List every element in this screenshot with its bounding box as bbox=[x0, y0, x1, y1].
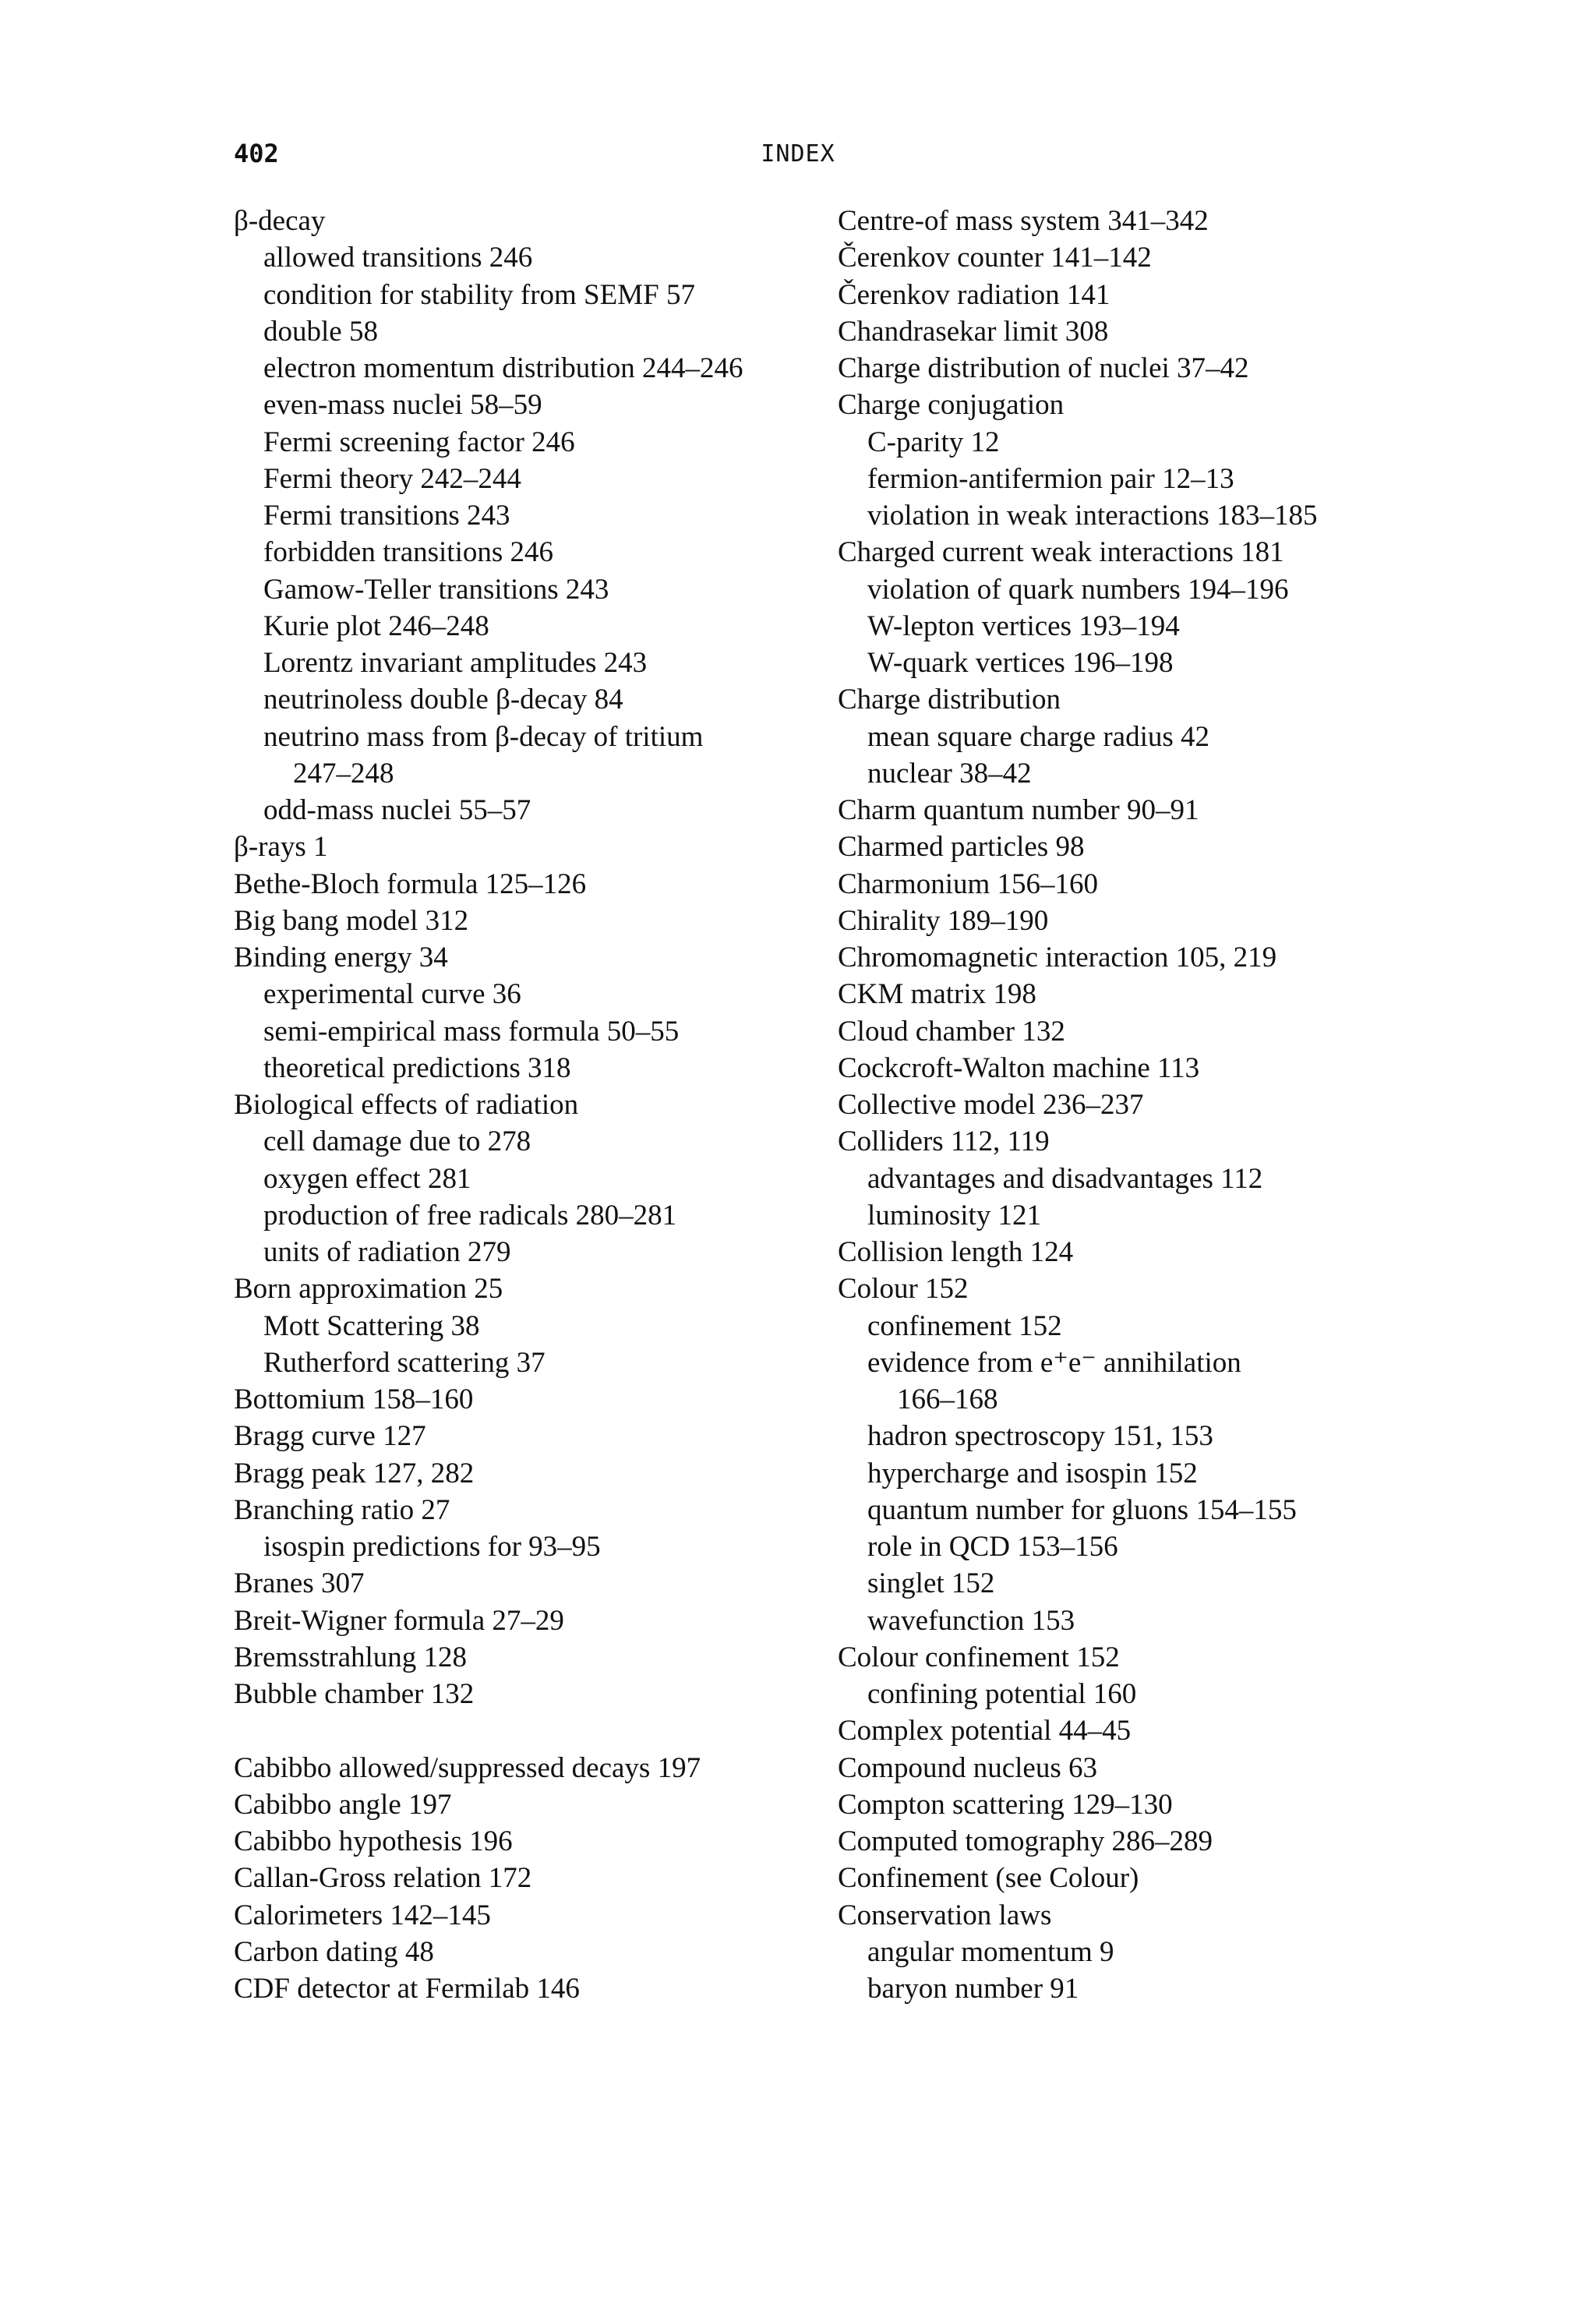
index-entry: β-rays 1 bbox=[234, 831, 328, 864]
index-subentry: evidence from e⁺e⁻ annihilation bbox=[867, 1346, 1241, 1379]
index-subentry: confining potential 160 bbox=[867, 1678, 1137, 1710]
index-subentry: odd-mass nuclei 55–57 bbox=[263, 794, 531, 826]
index-subentry: luminosity 121 bbox=[867, 1199, 1042, 1231]
index-entry: Bragg curve 127 bbox=[234, 1420, 426, 1453]
index-subentry: units of radiation 279 bbox=[263, 1236, 511, 1268]
index-entry: Big bang model 312 bbox=[234, 904, 469, 937]
index-entry: Carbon dating 48 bbox=[234, 1935, 434, 1968]
index-entry: Charmonium 156–160 bbox=[838, 867, 1099, 900]
index-subentry: semi-empirical mass formula 50–55 bbox=[263, 1015, 680, 1048]
index-subentry: hadron spectroscopy 151, 153 bbox=[867, 1420, 1213, 1453]
index-subentry: violation of quark numbers 194–196 bbox=[867, 573, 1289, 606]
index-entry: Bethe-Bloch formula 125–126 bbox=[234, 867, 587, 900]
index-entry: CDF detector at Fermilab 146 bbox=[234, 1973, 580, 2005]
index-subentry: Gamow-Teller transitions 243 bbox=[263, 573, 609, 606]
index-entry: Colour 152 bbox=[838, 1273, 969, 1306]
index-subentry: Lorentz invariant amplitudes 243 bbox=[263, 647, 648, 679]
index-subentry: nuclear 38–42 bbox=[867, 757, 1032, 790]
index-entry: Computed tomography 286–289 bbox=[838, 1825, 1213, 1857]
index-subentry: confinement 152 bbox=[867, 1309, 1062, 1342]
index-entry: Colour confinement 152 bbox=[838, 1641, 1120, 1673]
index-entry: Cloud chamber 132 bbox=[838, 1015, 1065, 1048]
index-entry: Bragg peak 127, 282 bbox=[234, 1457, 475, 1489]
index-column-right bbox=[838, 203, 1383, 2007]
index-entry: Branes 307 bbox=[234, 1567, 365, 1600]
index-subentry: forbidden transitions 246 bbox=[263, 536, 554, 569]
index-subentry: violation in weak interactions 183–185 bbox=[867, 500, 1318, 532]
index-entry: Callan-Gross relation 172 bbox=[234, 1862, 532, 1895]
index-subentry: quantum number for gluons 154–155 bbox=[867, 1493, 1297, 1526]
index-entry: Chandrasekar limit 308 bbox=[838, 315, 1109, 348]
running-head: INDEX bbox=[761, 140, 835, 168]
index-entry: Collective model 236–237 bbox=[838, 1089, 1144, 1121]
index-entry: Branching ratio 27 bbox=[234, 1493, 450, 1526]
index-column-left bbox=[234, 203, 810, 2007]
index-subentry: advantages and disadvantages 112 bbox=[867, 1162, 1263, 1195]
index-subentry: Rutherford scattering 37 bbox=[263, 1346, 546, 1379]
index-subentry: fermion-antifermion pair 12–13 bbox=[867, 462, 1234, 495]
index-subentry: condition for stability from SEMF 57 bbox=[263, 278, 695, 311]
index-subentry: isospin predictions for 93–95 bbox=[263, 1531, 601, 1563]
index-entry: Collision length 124 bbox=[838, 1236, 1074, 1268]
index-entry: Čerenkov counter 141–142 bbox=[838, 242, 1152, 274]
index-subentry: C-parity 12 bbox=[867, 426, 1000, 458]
index-entry: Compound nucleus 63 bbox=[838, 1751, 1097, 1784]
index-subentry: oxygen effect 281 bbox=[263, 1162, 471, 1195]
index-entry: Compton scattering 129–130 bbox=[838, 1788, 1173, 1821]
index-entry: Chirality 189–190 bbox=[838, 904, 1049, 937]
index-subentry: Kurie plot 246–248 bbox=[263, 610, 489, 642]
index-entry: Complex potential 44–45 bbox=[838, 1715, 1132, 1747]
index-entry: Biological effects of radiation bbox=[234, 1089, 579, 1121]
index-entry: Charge distribution of nuclei 37–42 bbox=[838, 352, 1249, 384]
index-entry: Chromomagnetic interaction 105, 219 bbox=[838, 942, 1277, 973]
index-entry: Breit-Wigner formula 27–29 bbox=[234, 1604, 564, 1637]
index-subentry: angular momentum 9 bbox=[867, 1935, 1114, 1968]
index-subentry: even-mass nuclei 58–59 bbox=[263, 389, 542, 422]
index-entry: Bottomium 158–160 bbox=[234, 1383, 474, 1415]
index-entry: Cabibbo hypothesis 196 bbox=[234, 1825, 513, 1857]
index-entry: CKM matrix 198 bbox=[838, 978, 1036, 1011]
index-subentry: electron momentum distribution 244–246 bbox=[263, 352, 743, 384]
index-entry: Cabibbo angle 197 bbox=[234, 1788, 452, 1821]
index-entry: Charmed particles 98 bbox=[838, 831, 1085, 864]
index-subentry: baryon number 91 bbox=[867, 1973, 1079, 2005]
index-subentry: mean square charge radius 42 bbox=[867, 720, 1210, 753]
index-entry: β-decay bbox=[234, 205, 326, 237]
index-subentry: wavefunction 153 bbox=[867, 1604, 1075, 1637]
index-subentry: Mott Scattering 38 bbox=[263, 1309, 480, 1342]
index-entry: Confinement (see Colour) bbox=[838, 1862, 1139, 1895]
index-subentry: Fermi theory 242–244 bbox=[263, 462, 521, 495]
index-subentry: hypercharge and isospin 152 bbox=[867, 1457, 1198, 1489]
index-subentry: Fermi screening factor 246 bbox=[263, 426, 575, 458]
index-subentry: production of free radicals 280–281 bbox=[263, 1199, 677, 1231]
index-subentry: 166–168 bbox=[897, 1383, 998, 1415]
index-subentry: role in QCD 153–156 bbox=[867, 1531, 1118, 1563]
index-subentry: neutrinoless double β-decay 84 bbox=[263, 684, 623, 716]
index-entry: Conservation laws bbox=[838, 1899, 1052, 1931]
index-entry: Bremsstrahlung 128 bbox=[234, 1641, 468, 1673]
index-entry: Calorimeters 142–145 bbox=[234, 1899, 491, 1931]
index-subentry: experimental curve 36 bbox=[263, 978, 521, 1011]
index-entry: Centre-of mass system 341–342 bbox=[838, 205, 1209, 237]
index-subentry: 247–248 bbox=[293, 757, 394, 790]
index-entry: Charm quantum number 90–91 bbox=[838, 794, 1199, 826]
index-entry: Charged current weak interactions 181 bbox=[838, 536, 1284, 569]
index-entry: Binding energy 34 bbox=[234, 942, 448, 973]
index-entry: Cockcroft-Walton machine 113 bbox=[838, 1051, 1200, 1084]
index-entry: Cabibbo allowed/suppressed decays 197 bbox=[234, 1751, 701, 1784]
page-number: 402 bbox=[234, 139, 279, 168]
index-entry: Born approximation 25 bbox=[234, 1273, 503, 1306]
index-subentry: allowed transitions 246 bbox=[263, 242, 533, 274]
section-gap bbox=[234, 1712, 810, 1749]
index-subentry: singlet 152 bbox=[867, 1567, 995, 1600]
index-subentry: W-quark vertices 196–198 bbox=[867, 647, 1174, 679]
index-subentry: cell damage due to 278 bbox=[263, 1125, 531, 1158]
index-subentry: double 58 bbox=[263, 315, 378, 348]
index-subentry: Fermi transitions 243 bbox=[263, 500, 510, 532]
index-subentry: neutrino mass from β-decay of tritium bbox=[263, 720, 704, 753]
index-subentry: theoretical predictions 318 bbox=[263, 1051, 571, 1084]
index-subentry: W-lepton vertices 193–194 bbox=[867, 610, 1180, 642]
index-entry: Bubble chamber 132 bbox=[234, 1678, 475, 1710]
index-entry: Charge distribution bbox=[838, 684, 1061, 716]
index-entry: Čerenkov radiation 141 bbox=[838, 278, 1110, 311]
index-entry: Charge conjugation bbox=[838, 389, 1065, 422]
index-entry: Colliders 112, 119 bbox=[838, 1125, 1050, 1158]
